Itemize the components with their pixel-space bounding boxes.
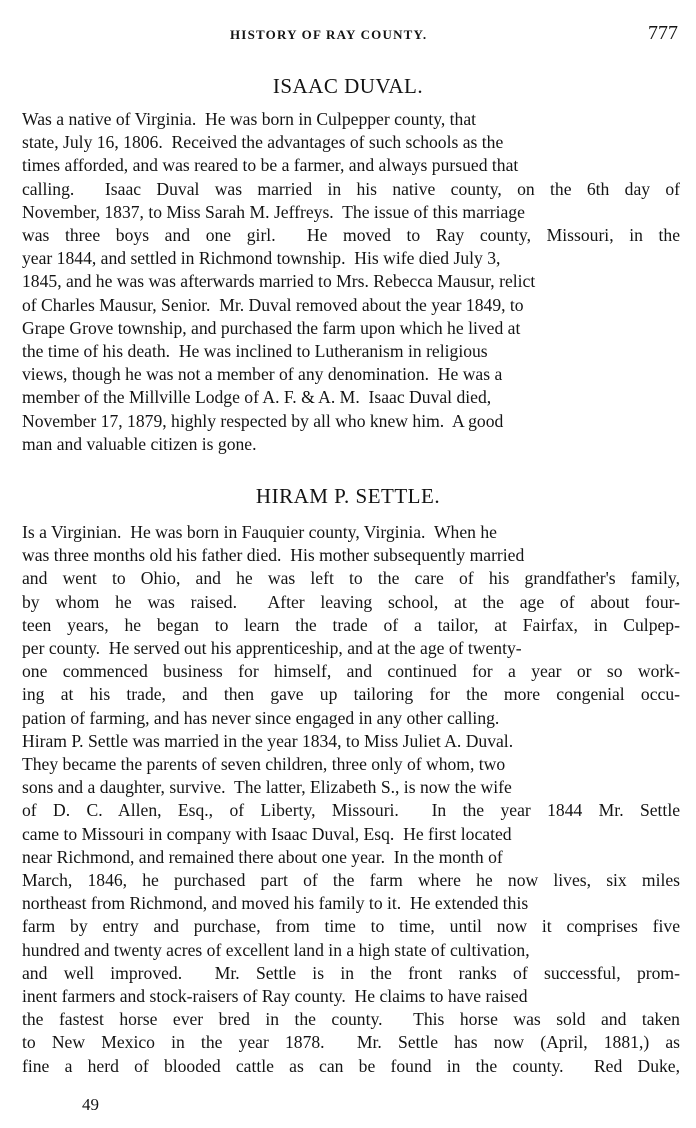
text-line: views, though he was not a member of any denomination. He was a bbox=[22, 364, 503, 385]
text-line: came to Missouri in company with Isaac Duval, Esq. He first located bbox=[22, 823, 512, 844]
text-line: per county. He served out his apprenticeship, and at the age of twenty- bbox=[22, 638, 522, 659]
text-line: the fastest horse ever bred in the county. This horse was sold and taken bbox=[22, 1009, 680, 1030]
text-line: November 17, 1879, highly respected by all who knew him. A good bbox=[22, 410, 504, 431]
text-line: They became the parents of seven children, three only of whom, two bbox=[22, 754, 506, 775]
text-line: was three boys and one girl. He moved to Ray county, Missouri, in the bbox=[22, 225, 681, 246]
page-number: 777 bbox=[648, 22, 678, 44]
text-line: northeast from Richmond, and moved his family to it. He extended this bbox=[22, 893, 529, 914]
biography-hiram-settle bbox=[22, 521, 680, 1078]
text-line: by whom he was raised. After leaving school, at the age of about four- bbox=[22, 591, 681, 612]
text-line: to New Mexico in the year 1878. Mr. Settle has now (April, 1881,) as bbox=[22, 1032, 681, 1053]
text-line: member of the Millville Lodge of A. F. & A. M. Isaac Duval died, bbox=[22, 387, 492, 408]
text-line: times afforded, and was reared to be a farmer, and always pursued that bbox=[22, 155, 519, 176]
text-line: of D. C. Allen, Esq., of Liberty, Missouri. In the year 1844 Mr. Settle bbox=[22, 800, 681, 821]
text-line: 1845, and he was was afterwards married to Mrs. Rebecca Mausur, relict bbox=[22, 271, 536, 292]
text-line: year 1844, and settled in Richmond township. His wife died July 3, bbox=[22, 248, 501, 269]
text-line: teen years, he began to learn the trade of a tailor, at Fairfax, in Culpep- bbox=[22, 614, 680, 635]
text-line: Was a native of Virginia. He was born in Culpepper county, that bbox=[22, 109, 477, 129]
text-line: March, 1846, he purchased part of the farm where he now lives, six miles bbox=[22, 870, 681, 891]
text-line: the time of his death. He was inclined to Lutheranism in religious bbox=[22, 341, 488, 362]
text-line: and well improved. Mr. Settle is in the front ranks of successful, prom- bbox=[22, 962, 680, 983]
text-line: of Charles Mausur, Senior. Mr. Duval removed about the year 1849, to bbox=[22, 294, 524, 315]
section-heading-isaac-duval: ISAAC DUVAL. bbox=[272, 74, 424, 98]
text-line: calling. Isaac Duval was married in his native county, on the 6th day of bbox=[22, 178, 681, 199]
text-line: Is a Virginian. He was born in Fauquier county, Virginia. When he bbox=[22, 522, 497, 542]
biography-isaac-duval bbox=[22, 108, 680, 456]
text-line: Grape Grove township, and purchased the farm upon which he lived at bbox=[22, 317, 521, 338]
text-line: sons and a daughter, survive. The latter, Elizabeth S., is now the wife bbox=[22, 777, 512, 798]
text-line: near Richmond, and remained there about one year. In the month of bbox=[22, 846, 503, 867]
text-line: pation of farming, and has never since engaged in any other calling. bbox=[22, 707, 500, 728]
text-line: state, July 16, 1806. Received the advantages of such schools as the bbox=[22, 132, 504, 153]
text-line: inent farmers and stock-raisers of Ray county. He claims to have raised bbox=[22, 986, 528, 1007]
text-line: Hiram P. Settle was married in the year 1834, to Miss Juliet A. Duval. bbox=[22, 730, 514, 751]
signature-mark: 49 bbox=[82, 1095, 99, 1114]
text-line: and went to Ohio, and he was left to the care of his grandfather's family, bbox=[22, 568, 680, 589]
running-head: HISTORY OF RAY COUNTY. bbox=[230, 27, 428, 42]
text-line: November, 1837, to Miss Sarah M. Jeffreys. The issue of this marriage bbox=[22, 201, 525, 222]
text-line: ing at his trade, and then gave up tailoring for the more congenial occu- bbox=[22, 684, 680, 705]
section-heading-hiram-settle: HIRAM P. SETTLE. bbox=[255, 484, 441, 508]
text-line: was three months old his father died. His mother subsequently married bbox=[22, 545, 525, 566]
text-line: man and valuable citizen is gone. bbox=[22, 433, 257, 454]
text-line: farm by entry and purchase, from time to time, until now it comprises five bbox=[22, 916, 681, 937]
text-line: fine a herd of blooded cattle as can be found in the county. Red Duke, bbox=[22, 1055, 681, 1076]
text-line: hundred and twenty acres of excellent land in a high state of cultivation, bbox=[22, 939, 530, 960]
text-line: one commenced business for himself, and continued for a year or so work- bbox=[22, 661, 680, 682]
